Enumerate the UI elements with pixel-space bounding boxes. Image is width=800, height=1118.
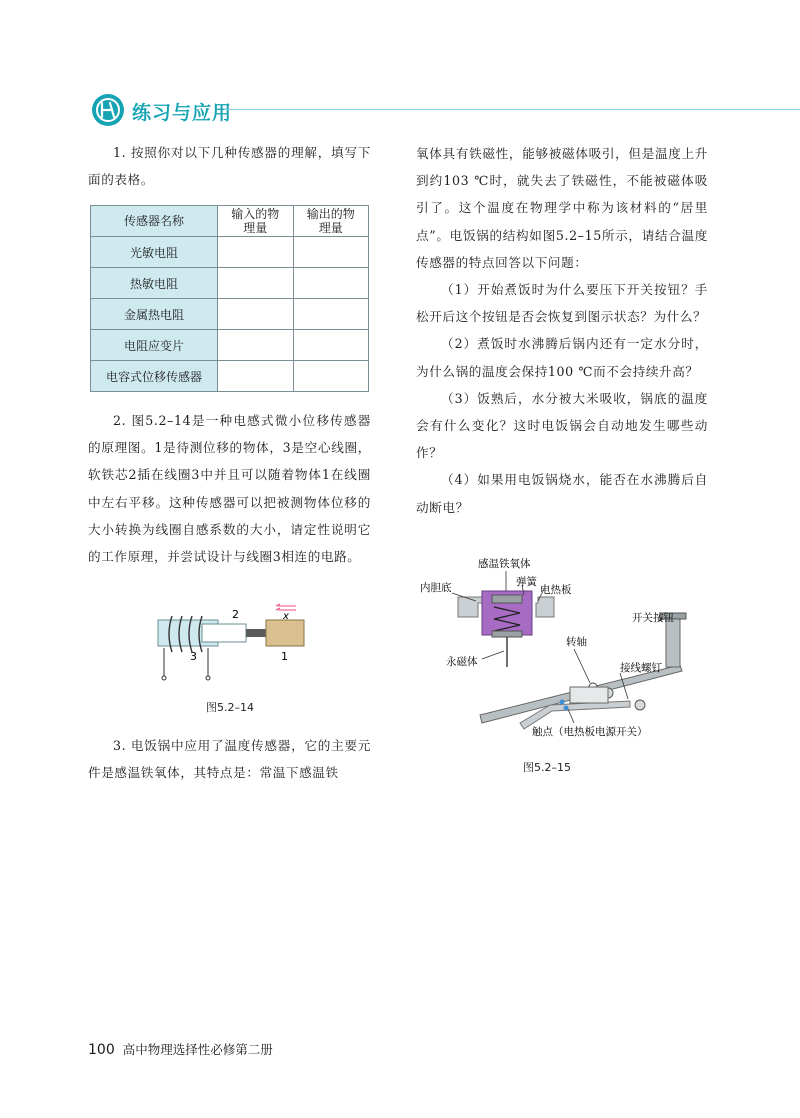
table-header-row (91, 206, 369, 237)
table-header-input: 输入的物理量 (218, 206, 294, 237)
table-cell-blank[interactable] (293, 237, 369, 268)
left-column (88, 139, 371, 193)
question-3-sub-3: （3）饭熟后，水分被大米吸收，锅底的温度会有什么变化？这时电饭锅会自动地发生哪些动作？ (416, 390, 708, 461)
table-row (91, 237, 369, 268)
fig15-label-inner: 内胆底 (420, 582, 452, 594)
table-cell-name: 电容式位移传感器 (91, 361, 218, 392)
sensor-table (90, 205, 369, 392)
fig14-label-3: 3 (190, 650, 197, 663)
question-3-sub-1: （1）开始煮饭时为什么要压下开关按钮？手松开后这个按钮是否会恢复到图示状态？为什么？ (416, 282, 708, 325)
table-row (91, 330, 369, 361)
table-cell-name: 光敏电阻 (91, 237, 218, 268)
question-2-block (88, 407, 371, 570)
section-header (90, 92, 800, 132)
table-row (91, 361, 369, 392)
table-cell-name: 电阻应变片 (91, 330, 218, 361)
fig15-label-magnet: 永磁体 (446, 656, 478, 668)
page-footer (88, 1040, 273, 1058)
question-3-sub-2: （2）煮饭时水沸腾后锅内还有一定水分时，为什么锅的温度会保持100 ℃而不会持续升高？ (416, 336, 708, 379)
fig15-label-pivot: 转轴 (566, 636, 587, 648)
fig15-label-contact: 触点（电热板电源开关） (532, 726, 648, 738)
table-cell-name: 金属热电阻 (91, 299, 218, 330)
right-column (416, 140, 708, 521)
question-2: 2. 图5.2–14是一种电感式微小位移传感器的原理图。1是待测位移的物体，3是空心线圈，软铁芯2插在线圈3中并且可以随着物体1在线圈中左右平移。这种传感器可以把被测物体位移的大小转换为线圈自感系数的大小，请定性说明它的工作原理，并尝试设计与线圈3相连的电路。 (88, 413, 371, 565)
fig15-label-button: 开关按钮 (632, 612, 674, 624)
table-row (91, 268, 369, 299)
question-3: 3. 电饭锅中应用了温度传感器，它的主要元件是感温铁氧体，其特点是：常温下感温铁 (88, 738, 371, 781)
book-title: 高中物理选择性必修第二册 (122, 1042, 273, 1057)
fig14-label-2: 2 (232, 608, 239, 621)
table-header-output: 输出的物理量 (293, 206, 369, 237)
table-row (91, 299, 369, 330)
question-3-continued: 氧体具有铁磁性，能够被磁体吸引，但是温度上升到约103 ℃时，就失去了铁磁性，不能被磁体吸引了。这个温度在物理学中称为该材料的“居里点”。电饭锅的结构如图5.2–15所示，请结合温度传感器的特点回答以下问题： (416, 146, 708, 270)
table-cell-blank[interactable] (293, 330, 369, 361)
table-cell-blank[interactable] (218, 330, 294, 361)
table-cell-name: 热敏电阻 (91, 268, 218, 299)
table-cell-blank[interactable] (218, 361, 294, 392)
table-cell-blank[interactable] (218, 268, 294, 299)
question-3-block (88, 732, 371, 786)
question-1: 1. 按照你对以下几种传感器的理解，填写下面的表格。 (88, 145, 371, 188)
figure-5-2-15 (420, 555, 710, 745)
fig14-label-1: 1 (281, 650, 288, 663)
fig14-label-x: x (283, 611, 289, 622)
table-cell-blank[interactable] (293, 268, 369, 299)
figure-5-2-14 (150, 598, 320, 690)
page-number: 100 (88, 1042, 115, 1058)
section-title: 练习与应用 (132, 102, 233, 124)
table-cell-blank[interactable] (293, 299, 369, 330)
section-divider (224, 109, 800, 110)
fig15-label-screw: 接线螺钉 (620, 662, 662, 674)
practice-icon (90, 92, 126, 128)
figure-5-2-15-caption: 图5.2–15 (523, 761, 571, 774)
fig15-label-ferrite: 感温铁氧体 (478, 558, 531, 570)
fig15-label-plate: 电热板 (540, 584, 572, 596)
table-cell-blank[interactable] (293, 361, 369, 392)
figure-5-2-14-caption: 图5.2–14 (206, 701, 254, 714)
table-cell-blank[interactable] (218, 299, 294, 330)
fig15-label-spring: 弹簧 (516, 576, 537, 588)
question-3-sub-4: （4）如果用电饭锅烧水，能否在水沸腾后自动断电？ (416, 472, 708, 515)
table-cell-blank[interactable] (218, 237, 294, 268)
table-header-name: 传感器名称 (91, 206, 218, 237)
